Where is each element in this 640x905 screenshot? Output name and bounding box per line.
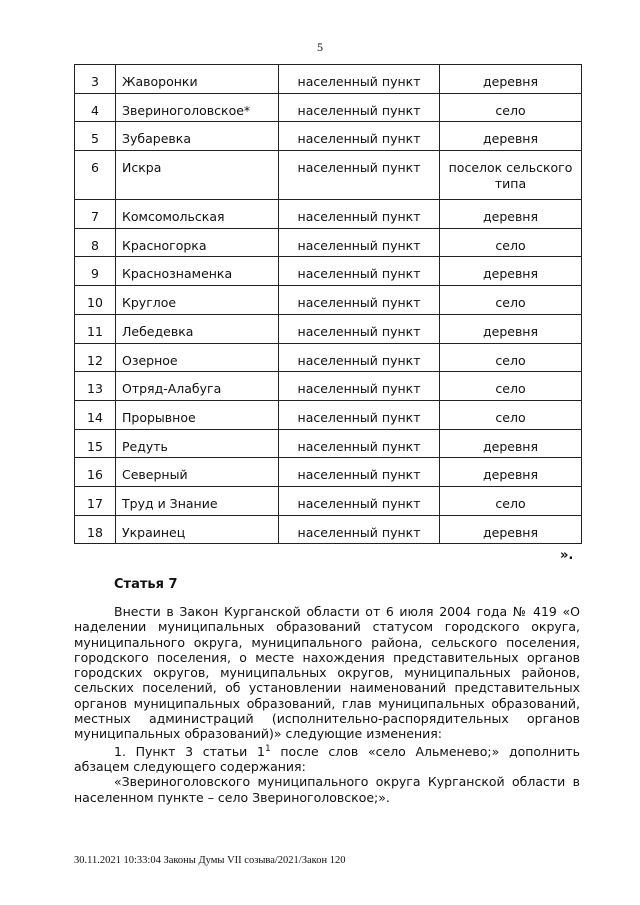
settlement-type: поселок сельского типа (440, 151, 582, 200)
settlement-name: Искра (116, 151, 279, 200)
paragraph-2-superscript: 1 (264, 743, 271, 754)
settlement-type: деревня (440, 257, 582, 286)
table-row (75, 515, 582, 544)
table-row (75, 286, 582, 315)
settlement-name: Комсомольская (116, 200, 279, 229)
settlement-category: населенный пункт (279, 151, 440, 200)
settlement-name: Лебедевка (116, 314, 279, 343)
row-number: 9 (75, 257, 116, 286)
row-number: 10 (75, 286, 116, 315)
settlement-name: Краснознаменка (116, 257, 279, 286)
row-number: 16 (75, 458, 116, 487)
row-number: 5 (75, 122, 116, 151)
settlements-table (74, 64, 582, 544)
page-number: 5 (317, 40, 323, 54)
table-row (75, 122, 582, 151)
article-heading: Статья 7 (114, 577, 178, 592)
settlement-category: населенный пункт (279, 286, 440, 315)
article-paragraph-2 (74, 742, 580, 775)
settlement-name: Озерное (116, 343, 279, 372)
settlement-name: Отряд-Алабуга (116, 372, 279, 401)
article-paragraph-1: Внести в Закон Курганской области от 6 июля 2004 года № 419 «О наделении муниципальных образований статусом городского округа, муниципального округа, муниципального района, сельского поселения, городского поселения, о месте нахождения представительных органов городских округов, муниципальных округов, муниципальных районов, сельских поселений, об установлении наименований представительных органов муниципальных образований, глав муниципальных образований, местных администраций (исполнительно-распорядительных органов муниципальных образований)» следующие изменения: (74, 604, 580, 742)
settlement-type: село (440, 372, 582, 401)
paragraph-2-end: после слов «село Альменево;» дополнить абзацем следующего содержания: (74, 743, 580, 775)
row-number: 4 (75, 93, 116, 122)
table-row (75, 151, 582, 200)
settlement-type: деревня (440, 65, 582, 94)
row-number: 12 (75, 343, 116, 372)
settlement-type: село (440, 400, 582, 429)
table-row (75, 343, 582, 372)
row-number: 11 (75, 314, 116, 343)
settlement-category: населенный пункт (279, 515, 440, 544)
settlement-name: Украинец (116, 515, 279, 544)
table-row (75, 65, 582, 94)
table-row (75, 257, 582, 286)
table-row (75, 458, 582, 487)
settlement-category: населенный пункт (279, 343, 440, 372)
row-number: 13 (75, 372, 116, 401)
settlement-name: Жаворонки (116, 65, 279, 94)
table-row (75, 314, 582, 343)
document-footer: 30.11.2021 10:33:04 Законы Думы VII созыва/2021/Закон 120 (74, 855, 346, 866)
row-number: 6 (75, 151, 116, 200)
table-row (75, 429, 582, 458)
settlement-type: село (440, 228, 582, 257)
table-row (75, 93, 582, 122)
row-number: 3 (75, 65, 116, 94)
settlement-type: деревня (440, 200, 582, 229)
article-paragraph-3: «Звериноголовского муниципального округа Курганской области в населенном пункте – село Звериноголовское;». (74, 774, 580, 805)
settlement-name: Круглое (116, 286, 279, 315)
table-row (75, 372, 582, 401)
settlement-category: населенный пункт (279, 314, 440, 343)
table-body (75, 65, 582, 544)
table-row (75, 228, 582, 257)
settlement-type: село (440, 343, 582, 372)
settlement-type: деревня (440, 458, 582, 487)
row-number: 17 (75, 486, 116, 515)
table-row (75, 200, 582, 229)
closing-quote: ». (560, 548, 574, 563)
settlement-name: Зубаревка (116, 122, 279, 151)
row-number: 14 (75, 400, 116, 429)
settlement-category: населенный пункт (279, 93, 440, 122)
paragraph-2-start: 1. Пункт 3 статьи 1 (114, 743, 265, 759)
settlement-type: село (440, 486, 582, 515)
row-number: 15 (75, 429, 116, 458)
row-number: 8 (75, 228, 116, 257)
settlement-name: Красногорка (116, 228, 279, 257)
settlement-type: деревня (440, 314, 582, 343)
settlement-type: деревня (440, 515, 582, 544)
settlement-category: населенный пункт (279, 228, 440, 257)
settlement-category: населенный пункт (279, 486, 440, 515)
settlement-category: населенный пункт (279, 400, 440, 429)
settlement-category: населенный пункт (279, 458, 440, 487)
settlement-category: населенный пункт (279, 200, 440, 229)
settlement-category: населенный пункт (279, 257, 440, 286)
settlement-type: деревня (440, 429, 582, 458)
settlement-name: Звериноголовское* (116, 93, 279, 122)
settlement-type: деревня (440, 122, 582, 151)
table-row (75, 400, 582, 429)
settlement-name: Труд и Знание (116, 486, 279, 515)
settlement-type: село (440, 286, 582, 315)
settlement-category: населенный пункт (279, 65, 440, 94)
settlement-name: Северный (116, 458, 279, 487)
row-number: 7 (75, 200, 116, 229)
settlement-category: населенный пункт (279, 122, 440, 151)
row-number: 18 (75, 515, 116, 544)
article-body (74, 604, 580, 805)
table-row (75, 486, 582, 515)
settlement-category: населенный пункт (279, 372, 440, 401)
settlement-name: Редуть (116, 429, 279, 458)
settlement-type: село (440, 93, 582, 122)
settlement-category: населенный пункт (279, 429, 440, 458)
settlement-name: Прорывное (116, 400, 279, 429)
